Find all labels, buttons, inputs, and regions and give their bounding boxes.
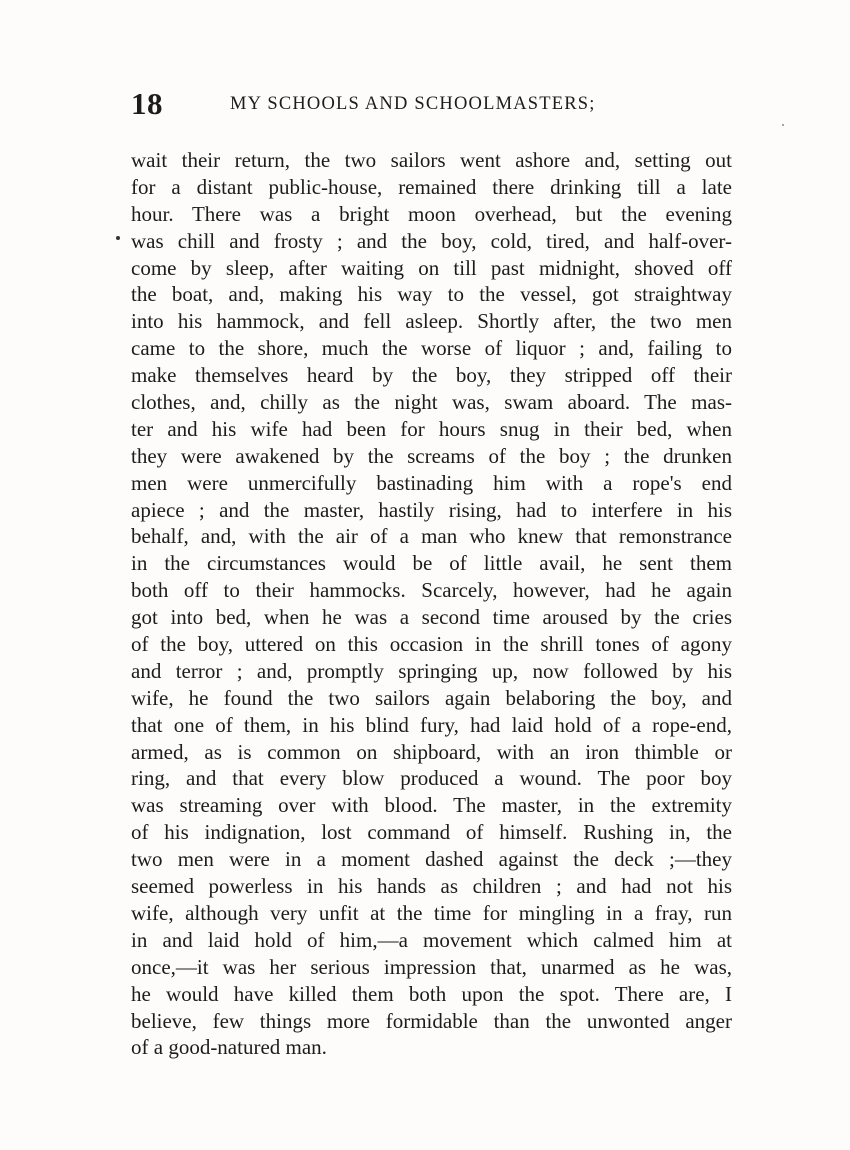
text-line: came to the shore, much the worse of liquor ; and, failing to [131, 336, 732, 361]
ink-speck [782, 124, 784, 126]
body-text [131, 147, 732, 1061]
text-line: ter and his wife had been for hours snug in their bed, when [131, 416, 732, 441]
text-line: two men were in a moment dashed against the deck ;—they [131, 847, 732, 872]
text-line: got into bed, when he was a second time aroused by the cries [131, 605, 732, 630]
text-line: once,—it was her serious impression that, unarmed as he was, [131, 954, 732, 979]
ink-speck [116, 236, 120, 240]
text-line: ring, and that every blow produced a wound. The poor boy [131, 766, 732, 791]
text-line: clothes, and, chilly as the night was, swam aboard. The mas- [131, 390, 732, 415]
text-line: wife, he found the two sailors again belaboring the boy, and [131, 685, 732, 710]
text-line: of his indignation, lost command of himself. Rushing in, the [131, 820, 732, 845]
text-line: was streaming over with blood. The master, in the extremity [131, 793, 732, 818]
text-line: wait their return, the two sailors went ashore and, setting out [131, 148, 732, 172]
text-line: behalf, and, with the air of a man who knew that remonstrance [131, 524, 732, 549]
text-line: apiece ; and the master, hastily rising, had to interfere in his [131, 497, 732, 522]
text-line: they were awakened by the screams of the boy ; the drunken [131, 443, 732, 468]
running-head [131, 86, 731, 126]
text-line: seemed powerless in his hands as children ; and had not his [131, 874, 732, 899]
text-line: men were unmercifully bastinading him with a rope's end [131, 470, 732, 495]
text-line: wife, although very unfit at the time for mingling in a fray, run [131, 900, 732, 925]
text-line: was chill and frosty ; and the boy, cold, tired, and half-over- [131, 228, 732, 253]
text-line: for a distant public-house, remained there drinking till a late [131, 174, 732, 199]
text-line: of a good-natured man. [131, 1035, 327, 1060]
text-line: hour. There was a bright moon overhead, but the evening [131, 201, 732, 226]
text-line: both off to their hammocks. Scarcely, however, had he again [131, 578, 732, 603]
text-line: armed, as is common on shipboard, with an iron thimble or [131, 739, 732, 764]
running-title: MY SCHOOLS AND SCHOOLMASTERS; [230, 94, 596, 114]
text-line: the boat, and, making his way to the vessel, got straightway [131, 282, 732, 307]
text-line: of the boy, uttered on this occasion in the shrill tones of agony [131, 632, 732, 657]
text-line: in and laid hold of him,—a movement which calmed him at [131, 927, 732, 952]
text-line: in the circumstances would be of little avail, he sent them [131, 551, 732, 576]
page-number: 18 [131, 86, 163, 121]
text-line: that one of them, in his blind fury, had laid hold of a rope-end, [131, 712, 732, 737]
text-line: he would have killed them both upon the spot. There are, I [131, 981, 732, 1006]
text-line: make themselves heard by the boy, they stripped off their [131, 363, 732, 388]
text-line: believe, few things more formidable than the unwonted anger [131, 1008, 732, 1033]
text-line: into his hammock, and fell asleep. Shortly after, the two men [131, 309, 732, 334]
text-line: and terror ; and, promptly springing up, now followed by his [131, 658, 732, 683]
text-line: come by sleep, after waiting on till past midnight, shoved off [131, 255, 732, 280]
